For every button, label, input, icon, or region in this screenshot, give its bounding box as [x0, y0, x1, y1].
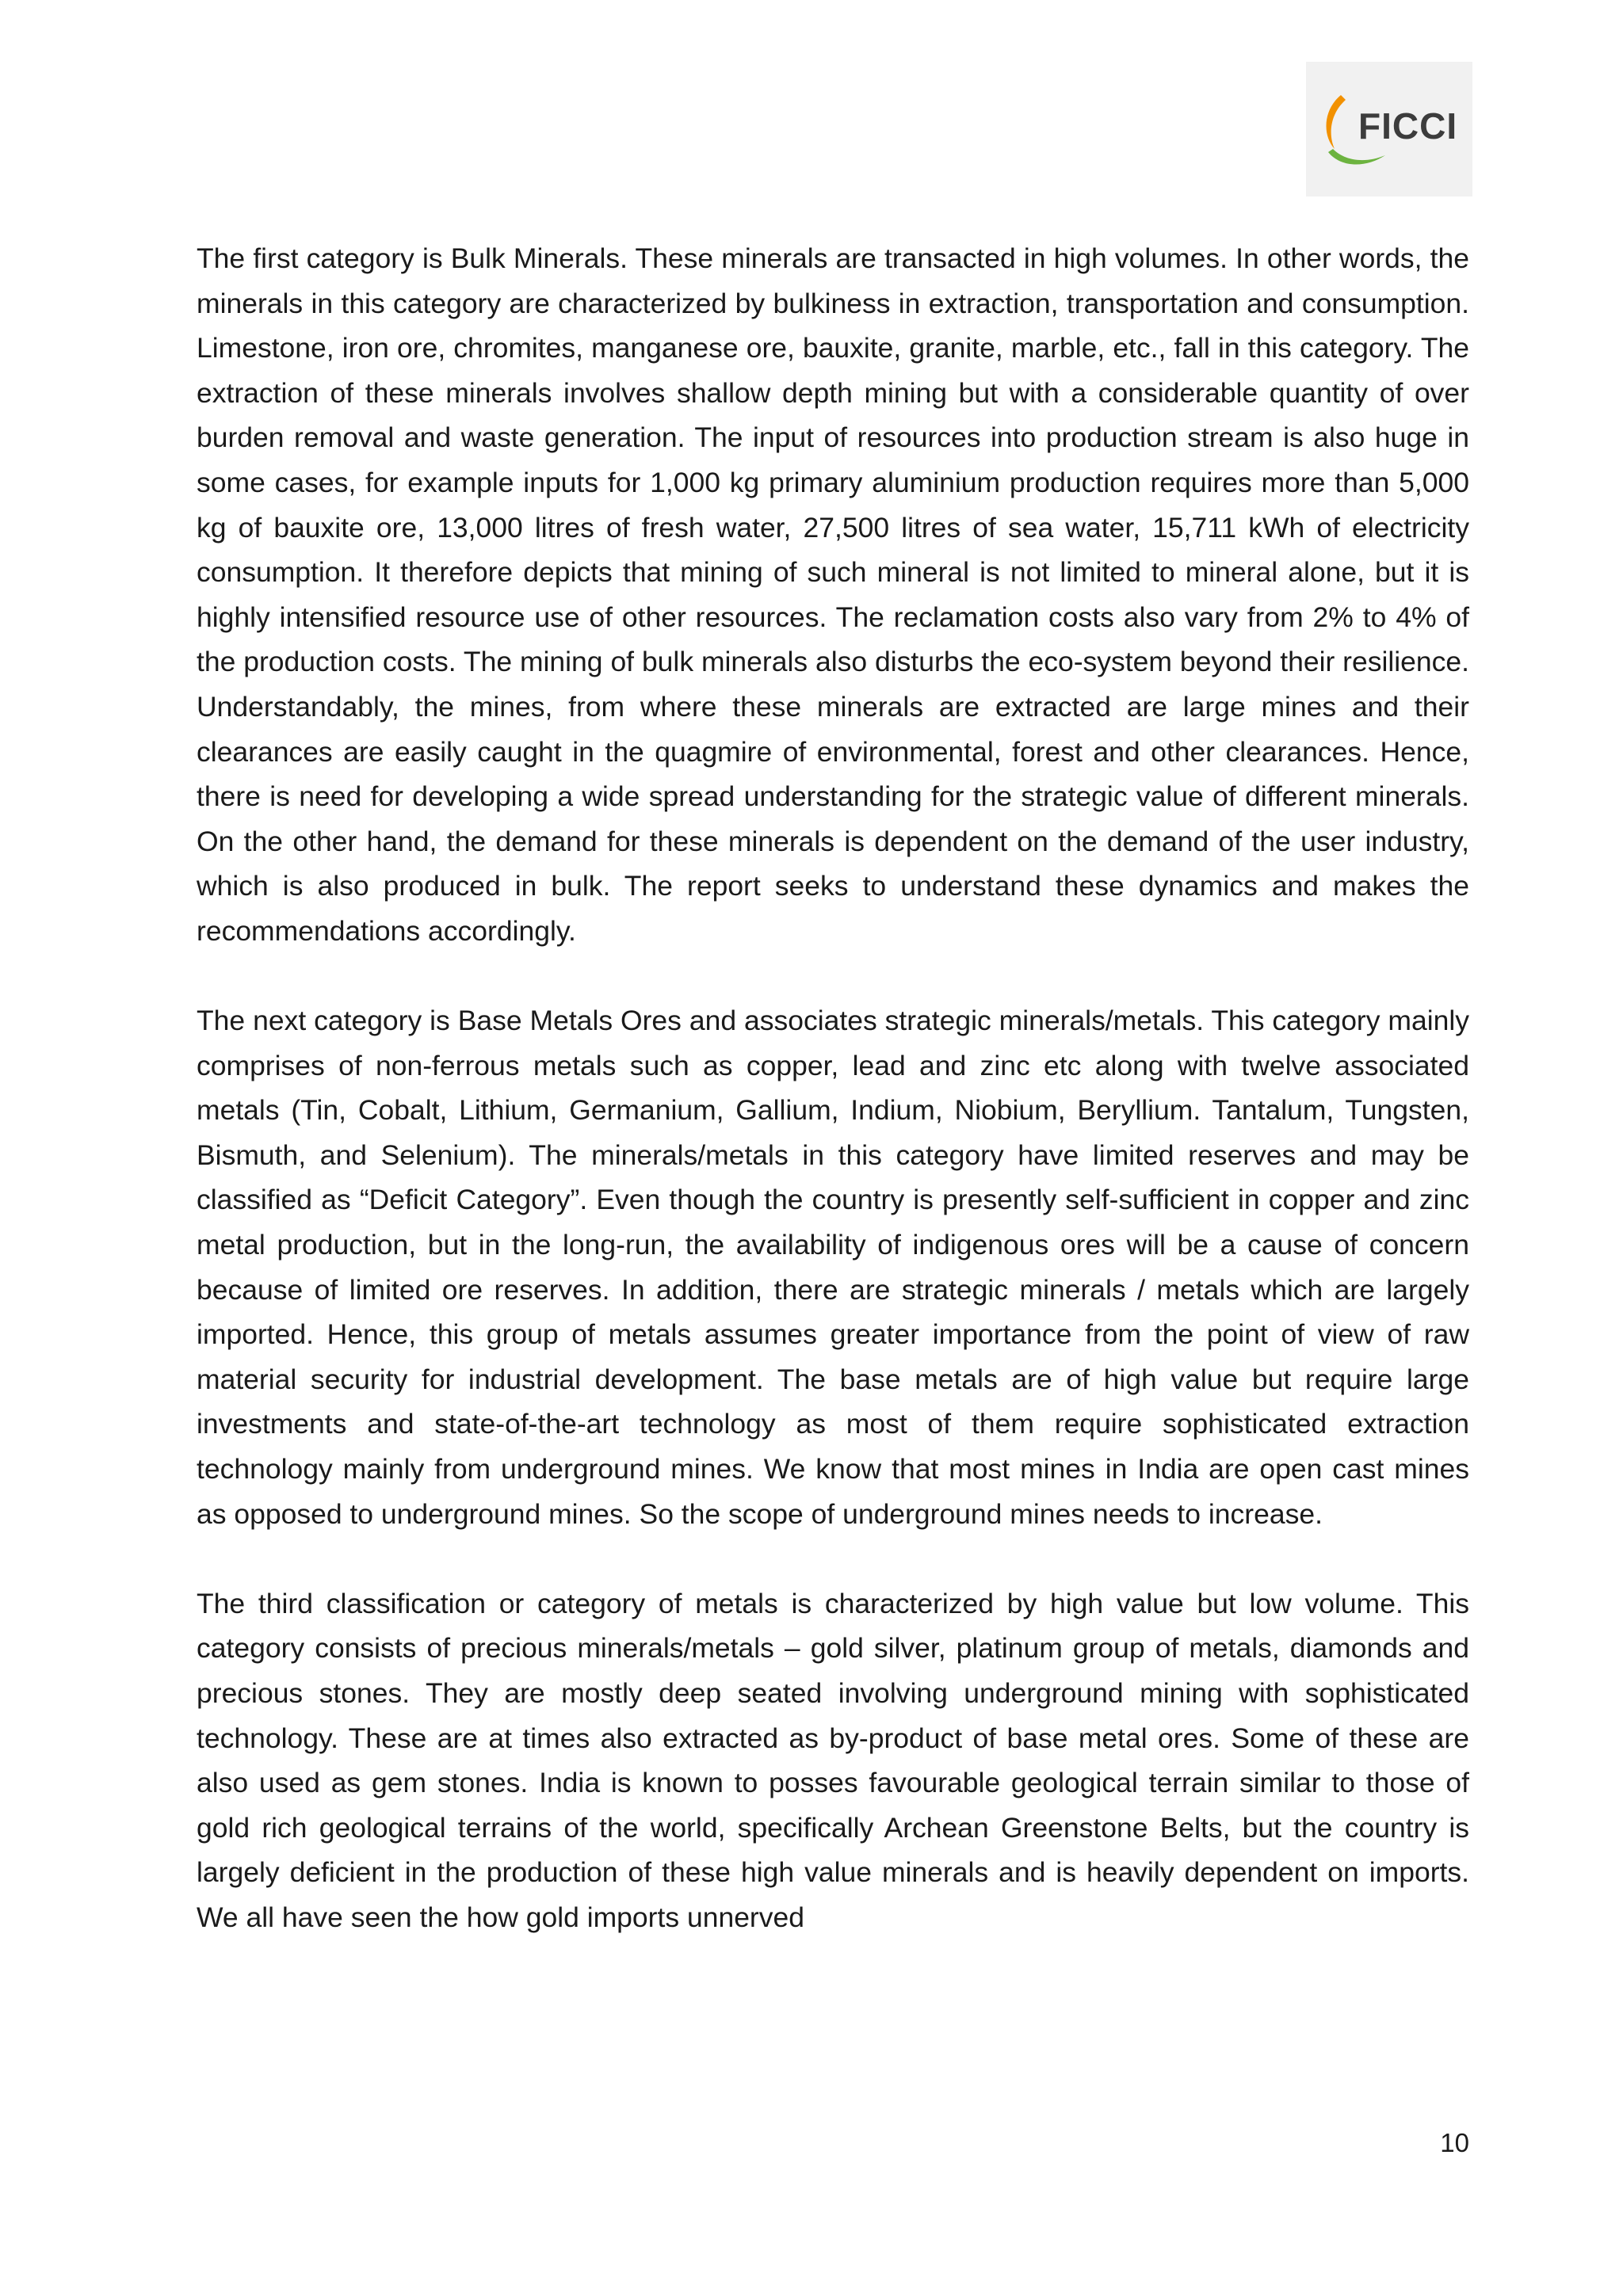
paragraph-base-metals: The next category is Base Metals Ores and associates strategic minerals/metals. This category mainly comprises of non-ferrous metals such as copper, lead and zinc etc along with twelve associated metals (Tin, Cobalt, Lithium, Germanium, Gallium, Indium, Niobium, Beryllium. Tantalum, Tungsten, Bismuth, and Selenium). The minerals/metals in this category have limited reserves and may be classified as “Deficit Category”. Even though the country is presently self-sufficient in copper and zinc metal production, but in the long-run, the availability of indigenous ores will be a cause of concern because of limited ore reserves. In addition, there are strategic minerals / metals which are largely imported. Hence, this group of metals assumes greater importance from the point of view of raw material security for industrial development. The base metals are of high value but require large investments and state-of-the-art technology as most of them require sophisticated extraction technology mainly from underground mines. We know that most mines in India are open cast mines as opposed to underground mines. So the scope of underground mines needs to increase. — [197, 1005, 1469, 1530]
ficci-logo — [1306, 62, 1472, 196]
logo-wordmark: FICCI — [1358, 105, 1458, 147]
paragraph-bulk-minerals: The first category is Bulk Minerals. These minerals are transacted in high volumes. In other words, the minerals in this category are characterized by bulkiness in extraction, transportation and consumption. Limestone, iron ore, chromites, manganese ore, bauxite, granite, marble, etc., fall in this category. The extraction of these minerals involves shallow depth mining but with a considerable quantity of over burden removal and waste generation. The input of resources into production stream is also huge in some cases, for example inputs for 1,000 kg primary aluminium production requires more than 5,000 kg of bauxite ore, 13,000 litres of fresh water, 27,500 litres of sea water, 15,711 kWh of electricity consumption. It therefore depicts that mining of such mineral is not limited to mineral alone, but it is highly intensified resource use of other resources. The reclamation costs also vary from 2% to 4% of the production costs. The mining of bulk minerals also disturbs the eco-system beyond their resilience. Understandably, the mines, from where these minerals are extracted are large mines and their clearances are easily caught in the quagmire of environmental, forest and other clearances. Hence, there is need for developing a wide spread understanding for the strategic value of different minerals. On the other hand, the demand for these minerals is dependent on the demand of the user industry, which is also produced in bulk. The report seeks to understand these dynamics and makes the recommendations accordingly. — [197, 242, 1469, 947]
page-number: 10 — [1440, 2128, 1469, 2157]
body-text — [197, 236, 1469, 1940]
paragraph-precious-metals: The third classification or category of metals is characterized by high value but low volume. This category consists of precious minerals/metals – gold silver, platinum group of metals, diamonds and precious stones. They are mostly deep seated involving underground mining with sophisticated technology. These are at times also extracted as by-product of base metal ores. Some of these are also used as gem stones. India is known to posses favourable geological terrain similar to those of gold rich geological terrains of the world, specifically Archean Greenstone Belts, but the country is largely deficient in the production of these high value minerals and is heavily dependent on imports. We all have seen the how gold imports unnerved — [197, 1587, 1469, 1933]
